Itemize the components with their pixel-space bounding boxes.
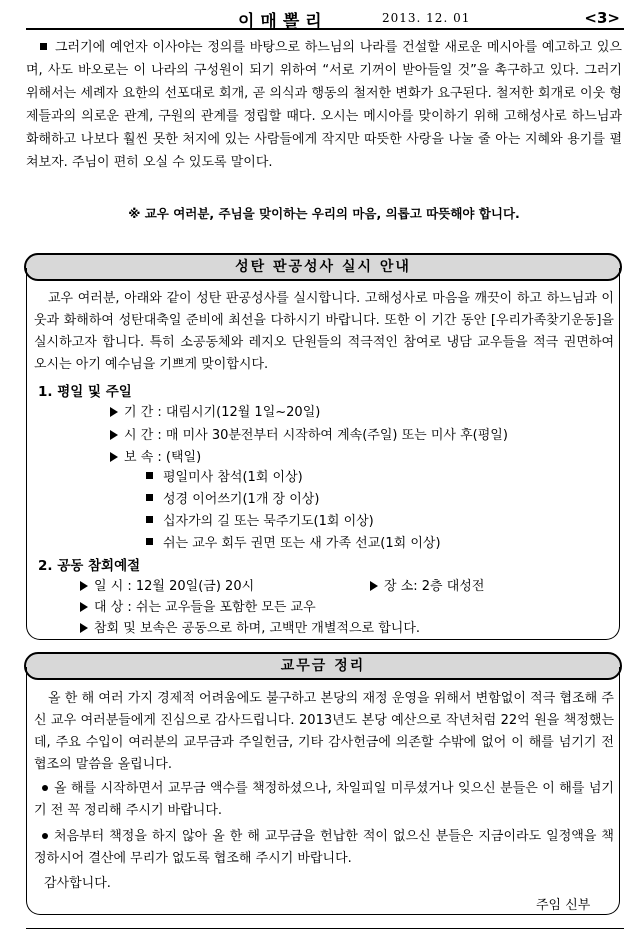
square-bullet-icon [146, 494, 153, 501]
section-banner-dues: 교무금 정리 [24, 652, 622, 680]
list-item-target: 대 상 : 쉬는 교우들을 포함한 모든 교우 [80, 596, 316, 615]
round-bullet-icon [42, 785, 48, 791]
bottom-divider [26, 928, 624, 929]
square-bullet-icon [146, 538, 153, 545]
intro-paragraph [26, 36, 622, 174]
notice-line: ※ 교우 여러분, 주님을 맞이하는 우리의 마음, 의롭고 따뜻해야 합니다. [128, 206, 520, 221]
triangle-bullet-icon [110, 407, 118, 417]
list-item-date: 일 시 : 12월 20일(금) 20시 [80, 575, 254, 594]
section-banner-confession: 성탄 판공성사 실시 안내 [24, 253, 622, 281]
subsection-title-weekday: 1. 평일 및 주일 [38, 384, 132, 400]
intro-text: 그러기에 예언자 이사야는 정의를 바탕으로 하느님의 나라를 건설할 새로운 메시아를 예고하고 있으며, 사도 바오로는 이 나라의 구성원이 되기 위하여 “서로 기꺼이 받아들일 것”을 촉구하고 있다. 그러기 위해서는 세례자 요한의 선포대로 회개, 곧 의식과 행동의 철저한 변화가 요구된다. 철저한 회개로 이웃 형제들과의 의로운 관계, 구원의 관계를 정립할 때다. 오시는 메시아를 맞이하기 위해 고해성사로 하느님과 화해하고 나보다 훨씬 못한 처지에 있는 사람들에게 작지만 따뜻한 사랑을 나눌 줄 아는 지혜와 용기를 펼쳐보자. 주님이 편히 오실 수 있도록 말이다. [26, 40, 622, 170]
penance-option: 성경 이어쓰기(1개 장 이상) [146, 488, 319, 507]
list-item-note: 참회 및 보속은 공동으로 하며, 고백만 개별적으로 합니다. [80, 617, 420, 636]
issue-date: 2013. 12. 01 [382, 11, 471, 25]
signature: 주임 신부 [536, 898, 591, 913]
penance-option: 십자가의 길 또는 묵주기도(1회 이상) [146, 510, 374, 529]
triangle-bullet-icon [80, 602, 88, 612]
dues-paragraph-2: 올 해를 시작하면서 교무금 액수를 책정하셨으나, 차일피일 미루셨거나 잊으신 분들은 이 해를 넘기기 전 꼭 정리해 주시기 바랍니다. [34, 781, 614, 818]
penance-option: 평일미사 참석(1회 이상) [146, 466, 303, 485]
thanks-text: 감사합니다. [44, 876, 111, 891]
list-item-place: 장 소: 2층 대성전 [370, 575, 484, 594]
newsletter-title: 이매뽈리 [238, 12, 328, 32]
newsletter-header [26, 4, 624, 30]
list-item-period: 기 간 : 대림시기(12월 1일~20일) [110, 401, 320, 420]
triangle-bullet-icon [80, 623, 88, 633]
square-bullet-icon [146, 516, 153, 523]
confession-intro: 교우 여러분, 아래와 같이 성탄 판공성사를 실시합니다. 고해성사로 마음을 깨끗이 하고 하느님과 이웃과 화해하여 성탄대축일 준비에 최선을 다하시기 바랍니다. 또한 이 기간 동안 [우리가족찾기운동]을 실시하고자 합니다. 특히 소공동체와 레지오 단원들의 적극적인 참여로 냉담 교우들을 적극 권면하여 오시는 아기 예수님을 기쁘게 맞이합시다. [34, 291, 614, 372]
square-bullet-icon [146, 472, 153, 479]
penance-option: 쉬는 교우 회두 권면 또는 새 가족 선교(1회 이상) [146, 532, 441, 551]
dues-paragraph-3: 처음부터 책정을 하지 않아 올 한 해 교무금을 헌납한 적이 없으신 분들은 지금이라도 일정액을 책정하시어 결산에 무리가 없도록 협조해 주시기 바랍니다. [34, 829, 614, 866]
triangle-bullet-icon [110, 452, 118, 462]
triangle-bullet-icon [110, 430, 118, 440]
list-item-penance: 보 속 : (택일) [110, 446, 201, 465]
triangle-bullet-icon [80, 581, 88, 591]
round-bullet-icon [42, 833, 48, 839]
triangle-bullet-icon [370, 581, 378, 591]
subsection-title-communal: 2. 공동 참회예절 [38, 558, 141, 574]
page-number: <3> [584, 9, 620, 27]
list-item-time: 시 간 : 매 미사 30분전부터 시작하여 계속(주일) 또는 미사 후(평일) [110, 424, 508, 443]
dues-paragraph-1: 올 한 해 여러 가지 경제적 어려움에도 불구하고 본당의 재정 운영을 위해서 변함없이 적극 협조해 주신 교우 여러분들에게 진심으로 감사드립니다. 2013년도 본당 예산으로 작년처럼 22억 원을 책정했는데, 주요 수입이 여러분의 교무금과 주일헌금, 기타 감사헌금에 의존할 수밖에 없어 이 해를 넘기기 전 협조의 말씀을 올립니다. [34, 691, 614, 772]
square-bullet-icon [40, 43, 47, 50]
